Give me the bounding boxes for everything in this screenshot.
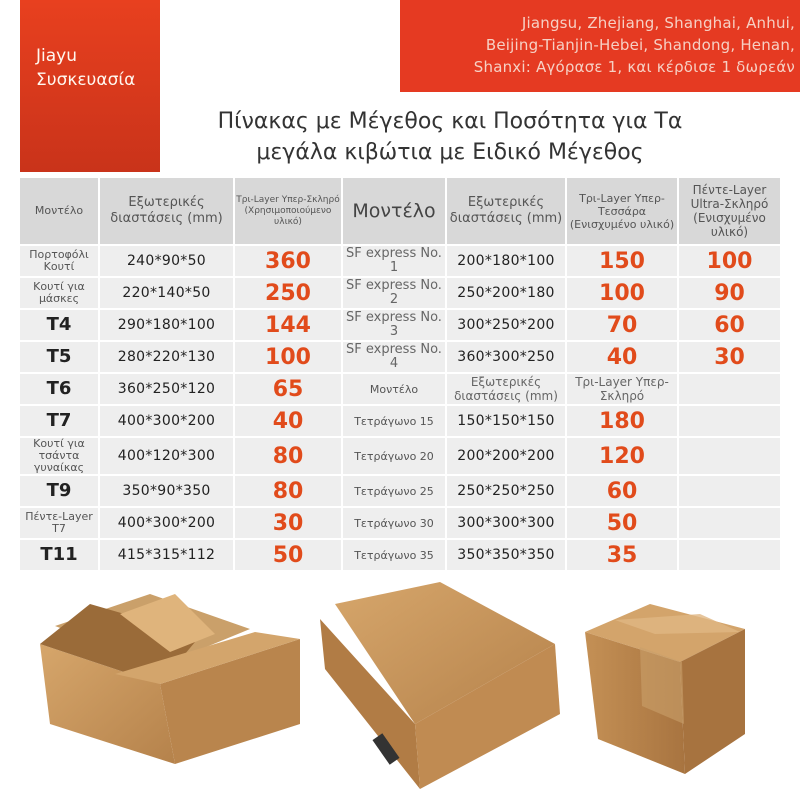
quantity-cell: 100 — [566, 277, 678, 309]
header-dims: Εξωτερικές διαστάσεις (mm) — [99, 177, 234, 245]
quantity-cell: 80 — [234, 437, 342, 475]
quantity-cell: 150 — [566, 245, 678, 277]
dimensions-cell: 415*315*112 — [99, 539, 234, 571]
model-cell: T5 — [19, 341, 99, 373]
quantity-cell: 90 — [678, 277, 781, 309]
header-model: Μοντέλο — [19, 177, 99, 245]
brand-name: Jiayu — [36, 46, 77, 66]
promo-text — [410, 12, 795, 78]
dimensions-cell: 360*250*120 — [99, 373, 234, 405]
page-title — [175, 106, 725, 168]
table-row — [19, 309, 781, 341]
model-cell: T4 — [19, 309, 99, 341]
subheader-tri-layer: Τρι-Layer Υπερ-Σκληρό — [566, 373, 678, 405]
quantity-cell: 80 — [234, 475, 342, 507]
header-model-2: Μοντέλο — [342, 177, 446, 245]
quantity-cell: 360 — [234, 245, 342, 277]
dimensions-cell: 240*90*50 — [99, 245, 234, 277]
header-dims-2: Εξωτερικές διαστάσεις (mm) — [446, 177, 566, 245]
quantity-cell: 60 — [566, 475, 678, 507]
header-tri-layer-2: Τρι-Layer Υπερ-Τεσσάρα (Ενισχυμένο υλικό) — [566, 177, 678, 245]
table-row — [19, 437, 781, 475]
dimensions-cell: 290*180*100 — [99, 309, 234, 341]
quantity-cell: 30 — [678, 341, 781, 373]
model-cell: SF express No. 4 — [342, 341, 446, 373]
model-cell: Τετράγωνο 15 — [342, 405, 446, 437]
quantity-cell: 30 — [234, 507, 342, 539]
quantity-cell: 40 — [234, 405, 342, 437]
dimensions-cell: 300*250*200 — [446, 309, 566, 341]
subheader-dims: Εξωτερικές διαστάσεις (mm) — [446, 373, 566, 405]
dimensions-cell: 400*120*300 — [99, 437, 234, 475]
quantity-cell: 65 — [234, 373, 342, 405]
table-row — [19, 373, 781, 405]
dimensions-cell: 200*180*100 — [446, 245, 566, 277]
header-tri-layer: Τρι-Layer Υπερ-Σκληρό (Χρησιμοποιούμενο υλικό) — [234, 177, 342, 245]
table-row — [19, 277, 781, 309]
model-cell: T7 — [19, 405, 99, 437]
quantity-cell: 144 — [234, 309, 342, 341]
model-cell: Τετράγωνο 35 — [342, 539, 446, 571]
model-cell: T11 — [19, 539, 99, 571]
quantity-cell: 50 — [566, 507, 678, 539]
empty-cell — [678, 507, 781, 539]
table-row — [19, 405, 781, 437]
empty-cell — [678, 539, 781, 571]
model-cell: Τετράγωνο 30 — [342, 507, 446, 539]
dimensions-cell: 250*250*250 — [446, 475, 566, 507]
quantity-cell: 250 — [234, 277, 342, 309]
subheader-model: Μοντέλο — [342, 373, 446, 405]
title-line-1: Πίνακας με Μέγεθος και Ποσότητα για Τα — [217, 109, 683, 134]
title-line-2: μεγάλα κιβώτια με Ειδικό Μέγεθος — [256, 140, 644, 165]
model-cell: SF express No. 1 — [342, 245, 446, 277]
quantity-cell: 40 — [566, 341, 678, 373]
brand-subtitle: Συσκευασία — [36, 70, 136, 90]
model-cell: Τετράγωνο 25 — [342, 475, 446, 507]
dimensions-cell: 350*90*350 — [99, 475, 234, 507]
table-row — [19, 341, 781, 373]
size-quantity-table — [18, 176, 782, 572]
model-cell: SF express No. 3 — [342, 309, 446, 341]
quantity-cell: 100 — [678, 245, 781, 277]
open-box-image — [40, 594, 300, 764]
dimensions-cell: 200*200*200 — [446, 437, 566, 475]
dimensions-cell: 400*300*200 — [99, 507, 234, 539]
model-cell: Κουτί για μάσκες — [19, 277, 99, 309]
table-row — [19, 507, 781, 539]
quantity-cell: 35 — [566, 539, 678, 571]
closed-box-image — [320, 582, 560, 789]
dimensions-cell: 150*150*150 — [446, 405, 566, 437]
table-row — [19, 475, 781, 507]
quantity-cell: 180 — [566, 405, 678, 437]
table-row — [19, 245, 781, 277]
quantity-cell: 60 — [678, 309, 781, 341]
model-cell: Τετράγωνο 20 — [342, 437, 446, 475]
model-cell: SF express No. 2 — [342, 277, 446, 309]
cube-box-image — [585, 604, 745, 774]
dimensions-cell: 300*300*300 — [446, 507, 566, 539]
promo-line-3: Shanxi: Αγόρασε 1, και κέρδισε 1 δωρεάν — [473, 58, 795, 76]
model-cell: Κουτί για τσάντα γυναίκας — [19, 437, 99, 475]
empty-cell — [678, 373, 781, 405]
dimensions-cell: 280*220*130 — [99, 341, 234, 373]
quantity-cell: 70 — [566, 309, 678, 341]
table-header-row — [19, 177, 781, 245]
dimensions-cell: 220*140*50 — [99, 277, 234, 309]
header-five-layer: Πέντε-Layer Ultra-Σκληρό (Ενισχυμένο υλικό) — [678, 177, 781, 245]
table-row — [19, 539, 781, 571]
empty-cell — [678, 475, 781, 507]
box-photos — [0, 574, 800, 800]
model-cell: Πορτοφόλι Κουτί — [19, 245, 99, 277]
empty-cell — [678, 405, 781, 437]
quantity-cell: 100 — [234, 341, 342, 373]
dimensions-cell: 350*350*350 — [446, 539, 566, 571]
dimensions-cell: 400*300*200 — [99, 405, 234, 437]
model-cell: Πέντε-Layer T7 — [19, 507, 99, 539]
empty-cell — [678, 437, 781, 475]
model-cell: T6 — [19, 373, 99, 405]
quantity-cell: 120 — [566, 437, 678, 475]
quantity-cell: 50 — [234, 539, 342, 571]
model-cell: T9 — [19, 475, 99, 507]
brand-logo — [20, 44, 160, 92]
promo-line-2: Beijing-Tianjin-Hebei, Shandong, Henan, — [485, 36, 795, 54]
dimensions-cell: 360*300*250 — [446, 341, 566, 373]
dimensions-cell: 250*200*180 — [446, 277, 566, 309]
promo-line-1: Jiangsu, Zhejiang, Shanghai, Anhui, — [521, 14, 795, 32]
